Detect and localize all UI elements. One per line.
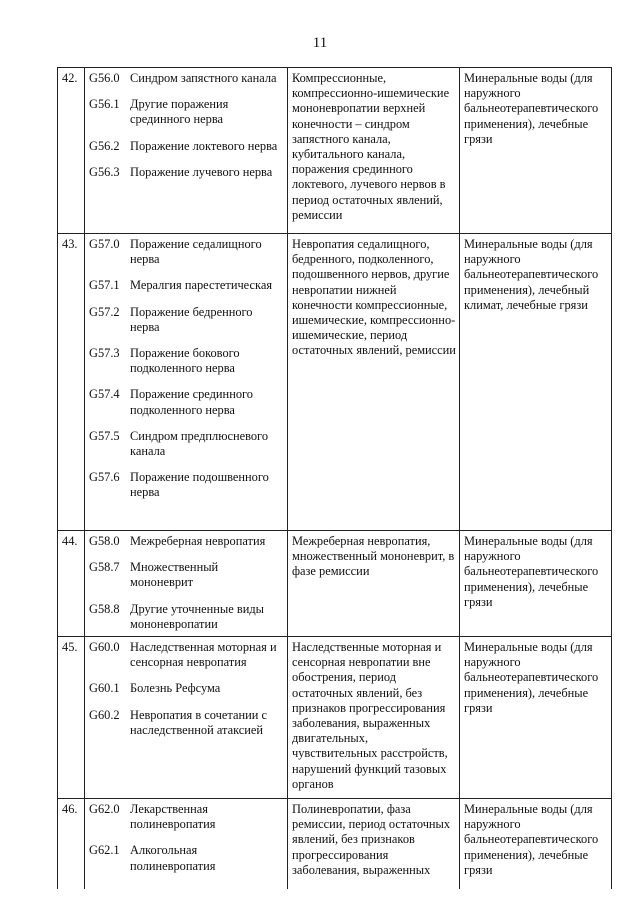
row-number: 43.: [58, 234, 85, 531]
disease-entry: [89, 387, 284, 417]
disease-entry: [89, 681, 284, 696]
disease-name: Поражение срединного подколенного нерва: [130, 387, 253, 417]
natural-factors-cell: Минеральные воды (для наружного бальнеотерапевтического применения), лечебные грязи: [460, 637, 612, 799]
icd-code: G57.1: [89, 278, 120, 293]
disease-entry: [89, 534, 284, 549]
disease-entry: [89, 470, 284, 500]
indications-cell: Невропатия седалищного, бедренного, подколенного, подошвенного нервов, другие невропатии нижней конечности компрессионные, ишемические, компрессионно-ишемические, период остаточных явлений, ремиссии: [288, 234, 460, 531]
disease-name: Поражение лучевого нерва: [130, 164, 273, 179]
icd-code: G58.8: [89, 601, 120, 616]
disease-name: Синдром запястного канала: [130, 71, 277, 85]
disease-entry: [89, 429, 284, 459]
disease-name: Поражение подошвенного нерва: [130, 470, 269, 500]
disease-name: Поражение седалищного нерва: [130, 237, 262, 267]
disease-name: Другие уточненные виды мононевропатии: [130, 601, 264, 631]
disease-name: Поражение локтевого нерва: [130, 138, 278, 153]
disease-name: Мералгия парестетическая: [130, 278, 273, 293]
indications-table: [57, 67, 612, 889]
disease-entry: [89, 237, 284, 267]
table-row: [58, 637, 612, 799]
indications-cell: Полиневропатии, фаза ремиссии, период остаточных явлений, без признаков прогрессирования заболевания, выраженных: [288, 799, 460, 889]
page-number: 11: [312, 35, 328, 51]
disease-entry: [89, 139, 284, 154]
icd-code: G57.0: [89, 237, 120, 251]
disease-name: Поражение бедренного нерва: [130, 304, 253, 334]
disease-name: Болезнь Рефсума: [130, 681, 221, 696]
indications-cell: Межреберная невропатия, множественный мононеврит, в фазе ремиссии: [288, 531, 460, 637]
disease-entry: [89, 165, 284, 180]
disease-name: Синдром предплюсневого канала: [130, 428, 269, 459]
disease-list: [85, 531, 288, 637]
icd-code: G62.1: [89, 843, 120, 858]
row-number: 42.: [58, 68, 85, 234]
icd-code: G60.2: [89, 707, 120, 722]
disease-list: [85, 799, 288, 889]
natural-factors-cell: Минеральные воды (для наружного бальнеотерапевтического применения), лечебные грязи: [460, 799, 612, 889]
natural-factors-cell: Минеральные воды (для наружного бальнеотерапевтического применения), лечебные грязи: [460, 68, 612, 234]
table-row: [58, 68, 612, 234]
icd-code: G62.0: [89, 802, 120, 817]
disease-entry: [89, 560, 284, 590]
row-number: 44.: [58, 531, 85, 637]
natural-factors-cell: Минеральные воды (для наружного бальнеотерапевтического применения), лечебные грязи: [460, 531, 612, 637]
disease-entry: [89, 602, 284, 632]
row-number: 45.: [58, 637, 85, 799]
icd-code: G56.1: [89, 97, 120, 112]
disease-entry: [89, 708, 284, 738]
disease-name: Поражение бокового подколенного нерва: [130, 346, 240, 376]
icd-code: G57.4: [89, 387, 120, 402]
disease-name: Множественный мононеврит: [130, 560, 219, 590]
table-row: [58, 234, 612, 531]
disease-entry: [89, 71, 284, 86]
disease-name: Межреберная невропатия: [130, 534, 266, 548]
disease-entry: [89, 843, 284, 873]
disease-list: [85, 637, 288, 799]
disease-entry: [89, 97, 284, 127]
icd-code: G56.3: [89, 164, 120, 179]
icd-code: G56.0: [89, 71, 120, 85]
disease-entry: [89, 640, 284, 670]
disease-name: Лекарственная полиневропатия: [130, 802, 216, 832]
table-row: [58, 531, 612, 637]
icd-code: G60.1: [89, 681, 120, 696]
icd-code: G57.5: [89, 428, 120, 443]
disease-entry: [89, 802, 284, 832]
disease-entry: [89, 305, 284, 335]
table-row: [58, 799, 612, 889]
disease-name: Невропатия в сочетании с наследственной атаксией: [130, 707, 267, 737]
icd-code: G60.0: [89, 640, 120, 655]
icd-code: G57.3: [89, 346, 120, 361]
icd-code: G56.2: [89, 138, 120, 153]
icd-code: G57.2: [89, 304, 120, 319]
disease-name: Алкогольная полиневропатия: [130, 843, 216, 873]
indications-cell: Наследственные моторная и сенсорная невропатии вне обострения, период остаточных явлений, без признаков прогрессирования заболевания, выраженных двигательных, чувствительных расстройств, нарушений функций тазовых органов: [288, 637, 460, 799]
indications-cell: Компрессионные, компрессионно-ишемические мононевропатии верхней конечности – синдром запястного канала, кубитального канала, поражения срединного локтевого, лучевого нервов в период остаточных явлений, ремиссии: [288, 68, 460, 234]
disease-entry: [89, 278, 284, 293]
disease-name: Другие поражения срединного нерва: [130, 97, 229, 127]
icd-code: G58.0: [89, 534, 120, 548]
disease-entry: [89, 346, 284, 376]
icd-code: G58.7: [89, 560, 120, 575]
natural-factors-cell: Минеральные воды (для наружного бальнеотерапевтического применения), лечебный климат, лечебные грязи: [460, 234, 612, 531]
row-number: 46.: [58, 799, 85, 889]
disease-list: [85, 234, 288, 531]
disease-name: Наследственная моторная и сенсорная невропатия: [130, 640, 277, 670]
disease-list: [85, 68, 288, 234]
icd-code: G57.6: [89, 470, 120, 485]
